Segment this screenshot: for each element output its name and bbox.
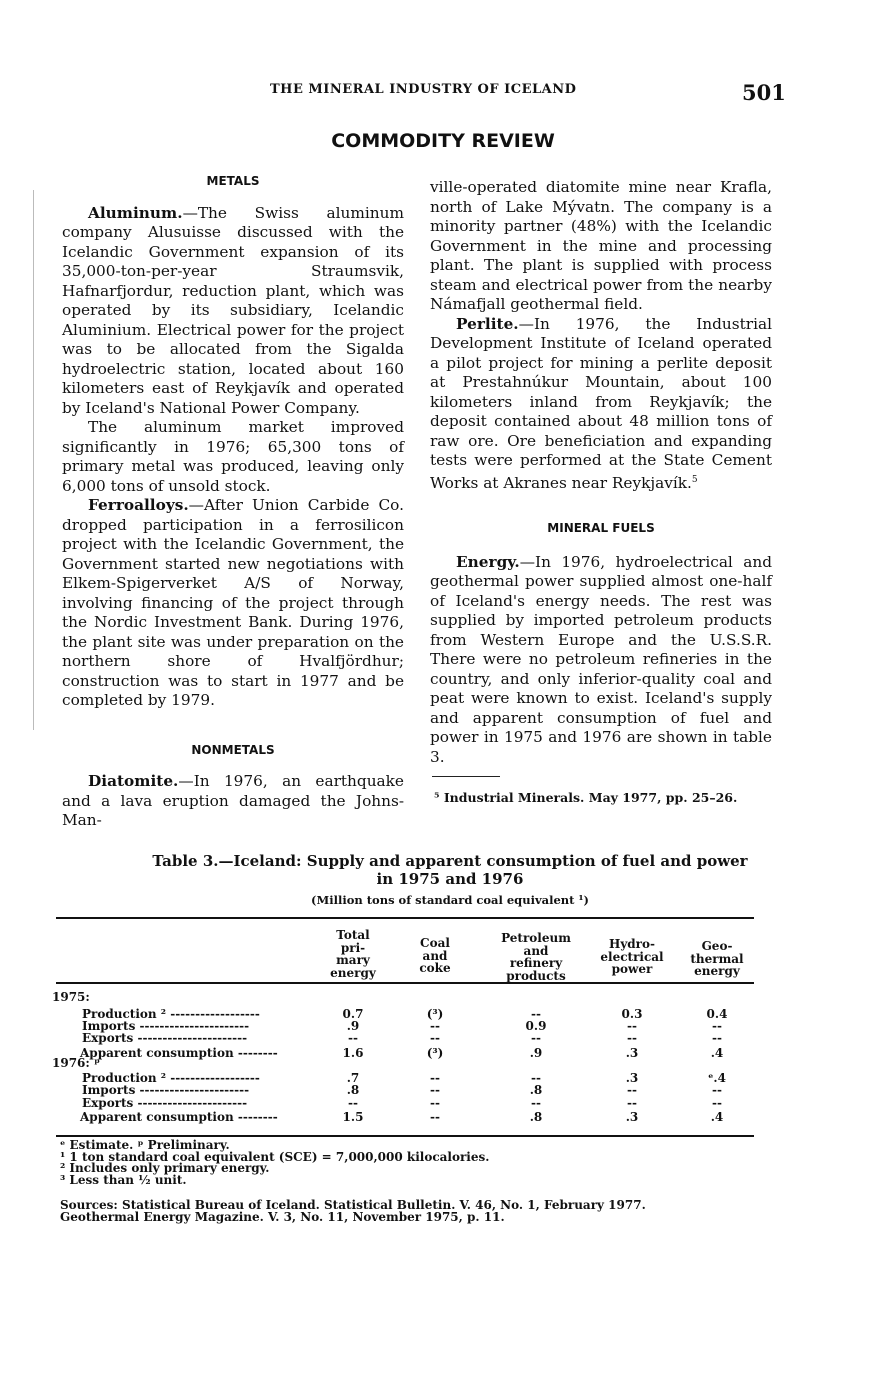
column-header <box>405 937 465 975</box>
table-sources <box>60 1200 646 1223</box>
table-row-label: Imports ---------------------- <box>82 1083 250 1097</box>
column-header-line: Geo- <box>701 939 733 953</box>
table-cell: .8 <box>346 1083 360 1097</box>
table-cell: 0.4 <box>706 1007 728 1021</box>
column-header-line: power <box>611 962 653 976</box>
ferroalloys-paragraph <box>62 496 404 711</box>
table-cell: -- <box>627 1031 637 1045</box>
table-cell: -- <box>712 1019 722 1033</box>
table-bottom-rule <box>56 1135 754 1137</box>
column-header-line: Hydro- <box>608 937 655 951</box>
footnote-rule <box>432 776 500 777</box>
table-cell: .7 <box>346 1071 360 1085</box>
table-row-label: Production ² ------------------ <box>82 1071 260 1085</box>
footnote: ⁵ Industrial Minerals. May 1977, pp. 25–26. <box>434 790 738 805</box>
column-header <box>323 929 383 979</box>
column-header-line: pri- <box>340 940 366 955</box>
table-cell: -- <box>627 1083 637 1097</box>
table-cell: -- <box>627 1019 637 1033</box>
column-header-line: electrical <box>600 949 664 964</box>
table-cell: .3 <box>625 1046 639 1060</box>
table-top-rule <box>56 917 754 919</box>
column-header-line: mary <box>336 953 370 967</box>
table-cell: -- <box>430 1071 440 1085</box>
column-header <box>498 932 574 982</box>
table-cell: -- <box>712 1096 722 1110</box>
table-row-label: Apparent consumption -------- <box>80 1110 278 1124</box>
column-header-line: and <box>523 943 549 958</box>
table-subtitle: (Million tons of standard coal equivalent ¹) <box>311 893 589 907</box>
table-title-line2: in 1975 and 1976 <box>376 870 524 888</box>
table-cell: .9 <box>346 1019 360 1033</box>
running-head: THE MINERAL INDUSTRY OF ICELAND <box>270 82 577 97</box>
table-cell: .8 <box>529 1083 543 1097</box>
aluminum-paragraph <box>62 204 404 419</box>
diatomite-text: —In 1976, an earthquake and a lava eruption damaged the Johns-Man- <box>62 772 404 829</box>
right-column <box>430 178 772 767</box>
table-cell: (³) <box>426 1046 444 1060</box>
column-header-line: and <box>422 948 448 963</box>
table-cell: .8 <box>529 1110 543 1124</box>
note-line: ᵉ Estimate. ᵖ Preliminary. <box>60 1138 230 1152</box>
table-header-rule <box>56 982 754 984</box>
column-header <box>683 940 751 978</box>
table-row-label: Production ² ------------------ <box>82 1007 260 1021</box>
sources-line: Geothermal Energy Magazine. V. 3, No. 11, November 1975, p. 11. <box>60 1209 505 1224</box>
sources-line: Sources: Statistical Bureau of Iceland. Statistical Bulletin. V. 46, No. 1, February 1977. <box>60 1198 646 1212</box>
energy-lead: Energy. <box>456 552 520 571</box>
table-title <box>0 852 886 888</box>
table-cell: 0.7 <box>342 1007 364 1021</box>
perlite-text: —In 1976, the Industrial Development Institute of Iceland operated a pilot project for mining a perlite deposit at Prestahnúkur Mountain, about 100 kilometers inland from Reykjavík; the deposit contained about 48 million tons of raw ore. Ore beneficiation and expanding tests were performed at the State Cement Works at Akranes near Reykjavík. <box>430 314 772 492</box>
table-cell: .4 <box>710 1046 724 1060</box>
ferroalloys-text: —After Union Carbide Co. dropped participation in a ferrosilicon project with the Icelandic Government, the Government started new negotiations with Elkem-Spigerverket A/S of Norway, involving financing of the project through the Nordic Investment Bank. During 1976, the plant site was under preparation on the northern shore of Hvalfjördhur; construction was to start in 1977 and be completed by 1979. <box>62 496 404 709</box>
column-header-line: products <box>506 968 566 983</box>
column-header-line: thermal <box>690 951 744 966</box>
column-header-line: energy <box>694 964 740 978</box>
table-cell: .4 <box>710 1110 724 1124</box>
table-cell: .3 <box>625 1071 639 1085</box>
table-cell: -- <box>712 1083 722 1097</box>
left-column <box>62 172 404 831</box>
note-line: ² Includes only primary energy. <box>60 1161 270 1175</box>
diatomite-lead: Diatomite. <box>88 772 179 790</box>
table-cell: -- <box>348 1096 358 1110</box>
note-line: ¹ 1 ton standard coal equivalent (SCE) = 7,000,000 kilocalories. <box>60 1149 490 1164</box>
table-cell: -- <box>430 1083 440 1097</box>
aluminum-text: —The Swiss aluminum company Alusuisse discussed with the Icelandic Government expansion of its 35,000-ton-per-year Straumsvik, Hafnarfjordur, reduction plant, which was operated by its subsidiary, Icelandic Aluminium. Electrical power for the project was to be allocated from the Sigalda hydroelectric station, located about 160 kilometers east of Reykjavík and operated by Iceland's National Power Company. <box>62 203 404 417</box>
column-header-line: refinery <box>509 956 563 970</box>
aluminum-lead: Aluminum. <box>88 203 183 222</box>
column-header-line: Coal <box>420 936 450 950</box>
table-cell: 1.6 <box>342 1046 364 1060</box>
nonmetals-heading: NONMETALS <box>191 742 275 757</box>
table-cell: -- <box>430 1110 440 1124</box>
energy-text: —In 1976, hydroelectrical and geothermal power supplied almost one-half of Iceland's energy needs. The rest was supplied by imported petroleum products from Western Europe and the U.S.S.R. There were no petroleum refineries in the country, and only inferior-quality coal and peat were known to exist. Iceland's supply and apparent consumption of fuel and power in 1975 and 1976 are shown in table 3. <box>430 552 772 766</box>
table-cell: -- <box>712 1031 722 1045</box>
table-cell: ᵉ.4 <box>708 1071 726 1085</box>
note-line: ³ Less than ½ unit. <box>60 1172 187 1187</box>
year-1976: 1976: ᵖ <box>52 1056 100 1070</box>
table-notes <box>60 1140 489 1186</box>
mineral-fuels-heading: MINERAL FUELS <box>547 521 655 536</box>
table-cell: -- <box>348 1031 358 1045</box>
table-cell: -- <box>430 1031 440 1045</box>
table-cell: 0.9 <box>525 1019 547 1033</box>
column-header <box>594 938 670 976</box>
table-cell: 0.3 <box>621 1007 643 1021</box>
energy-paragraph <box>430 553 772 768</box>
table-cell: -- <box>430 1096 440 1110</box>
column-header-line: Petroleum <box>501 931 571 945</box>
ferroalloys-lead: Ferroalloys. <box>88 496 189 514</box>
table-cell: 1.5 <box>342 1110 364 1124</box>
table-cell: -- <box>531 1007 541 1021</box>
table-title-line1: Table 3.—Iceland: Supply and apparent consumption of fuel and power <box>152 852 748 870</box>
table-row-label: Exports ---------------------- <box>82 1096 248 1110</box>
table-cell: -- <box>531 1031 541 1045</box>
margin-line <box>33 190 34 730</box>
aluminum-market-paragraph: The aluminum market improved significantly in 1976; 65,300 tons of primary metal was produced, leaving only 6,000 tons of unsold stock. <box>62 418 404 495</box>
column-header-line: Total <box>336 928 370 942</box>
diatomite-paragraph <box>62 772 404 831</box>
diatomite-continued: ville-operated diatomite mine near Krafla, north of Lake Mývatn. The company is a minority partner (48%) with the Icelandic Government in the mine and processing plant. The plant is supplied with process steam and electrical power from the nearby Námafjall geothermal field. <box>430 178 772 313</box>
table-row-label: Apparent consumption -------- <box>80 1046 278 1060</box>
table-cell: -- <box>531 1071 541 1085</box>
column-header-line: energy <box>330 965 376 980</box>
table-cell: -- <box>531 1096 541 1110</box>
table-cell: -- <box>627 1096 637 1110</box>
metals-heading: METALS <box>206 174 260 188</box>
page-number: 501 <box>742 80 786 105</box>
table-cell: -- <box>430 1019 440 1033</box>
table-row-label: Imports ---------------------- <box>82 1019 250 1033</box>
column-header-line: coke <box>419 961 451 975</box>
table-cell: .3 <box>625 1110 639 1124</box>
footnote-ref: 5 <box>691 474 698 485</box>
perlite-lead: Perlite. <box>456 314 519 333</box>
table-row-label: Exports ---------------------- <box>82 1031 248 1045</box>
table-cell: (³) <box>426 1007 444 1021</box>
perlite-paragraph <box>430 315 772 494</box>
section-title: COMMODITY REVIEW <box>331 130 555 152</box>
table-cell: .9 <box>529 1046 543 1060</box>
year-1975: 1975: <box>52 990 90 1004</box>
